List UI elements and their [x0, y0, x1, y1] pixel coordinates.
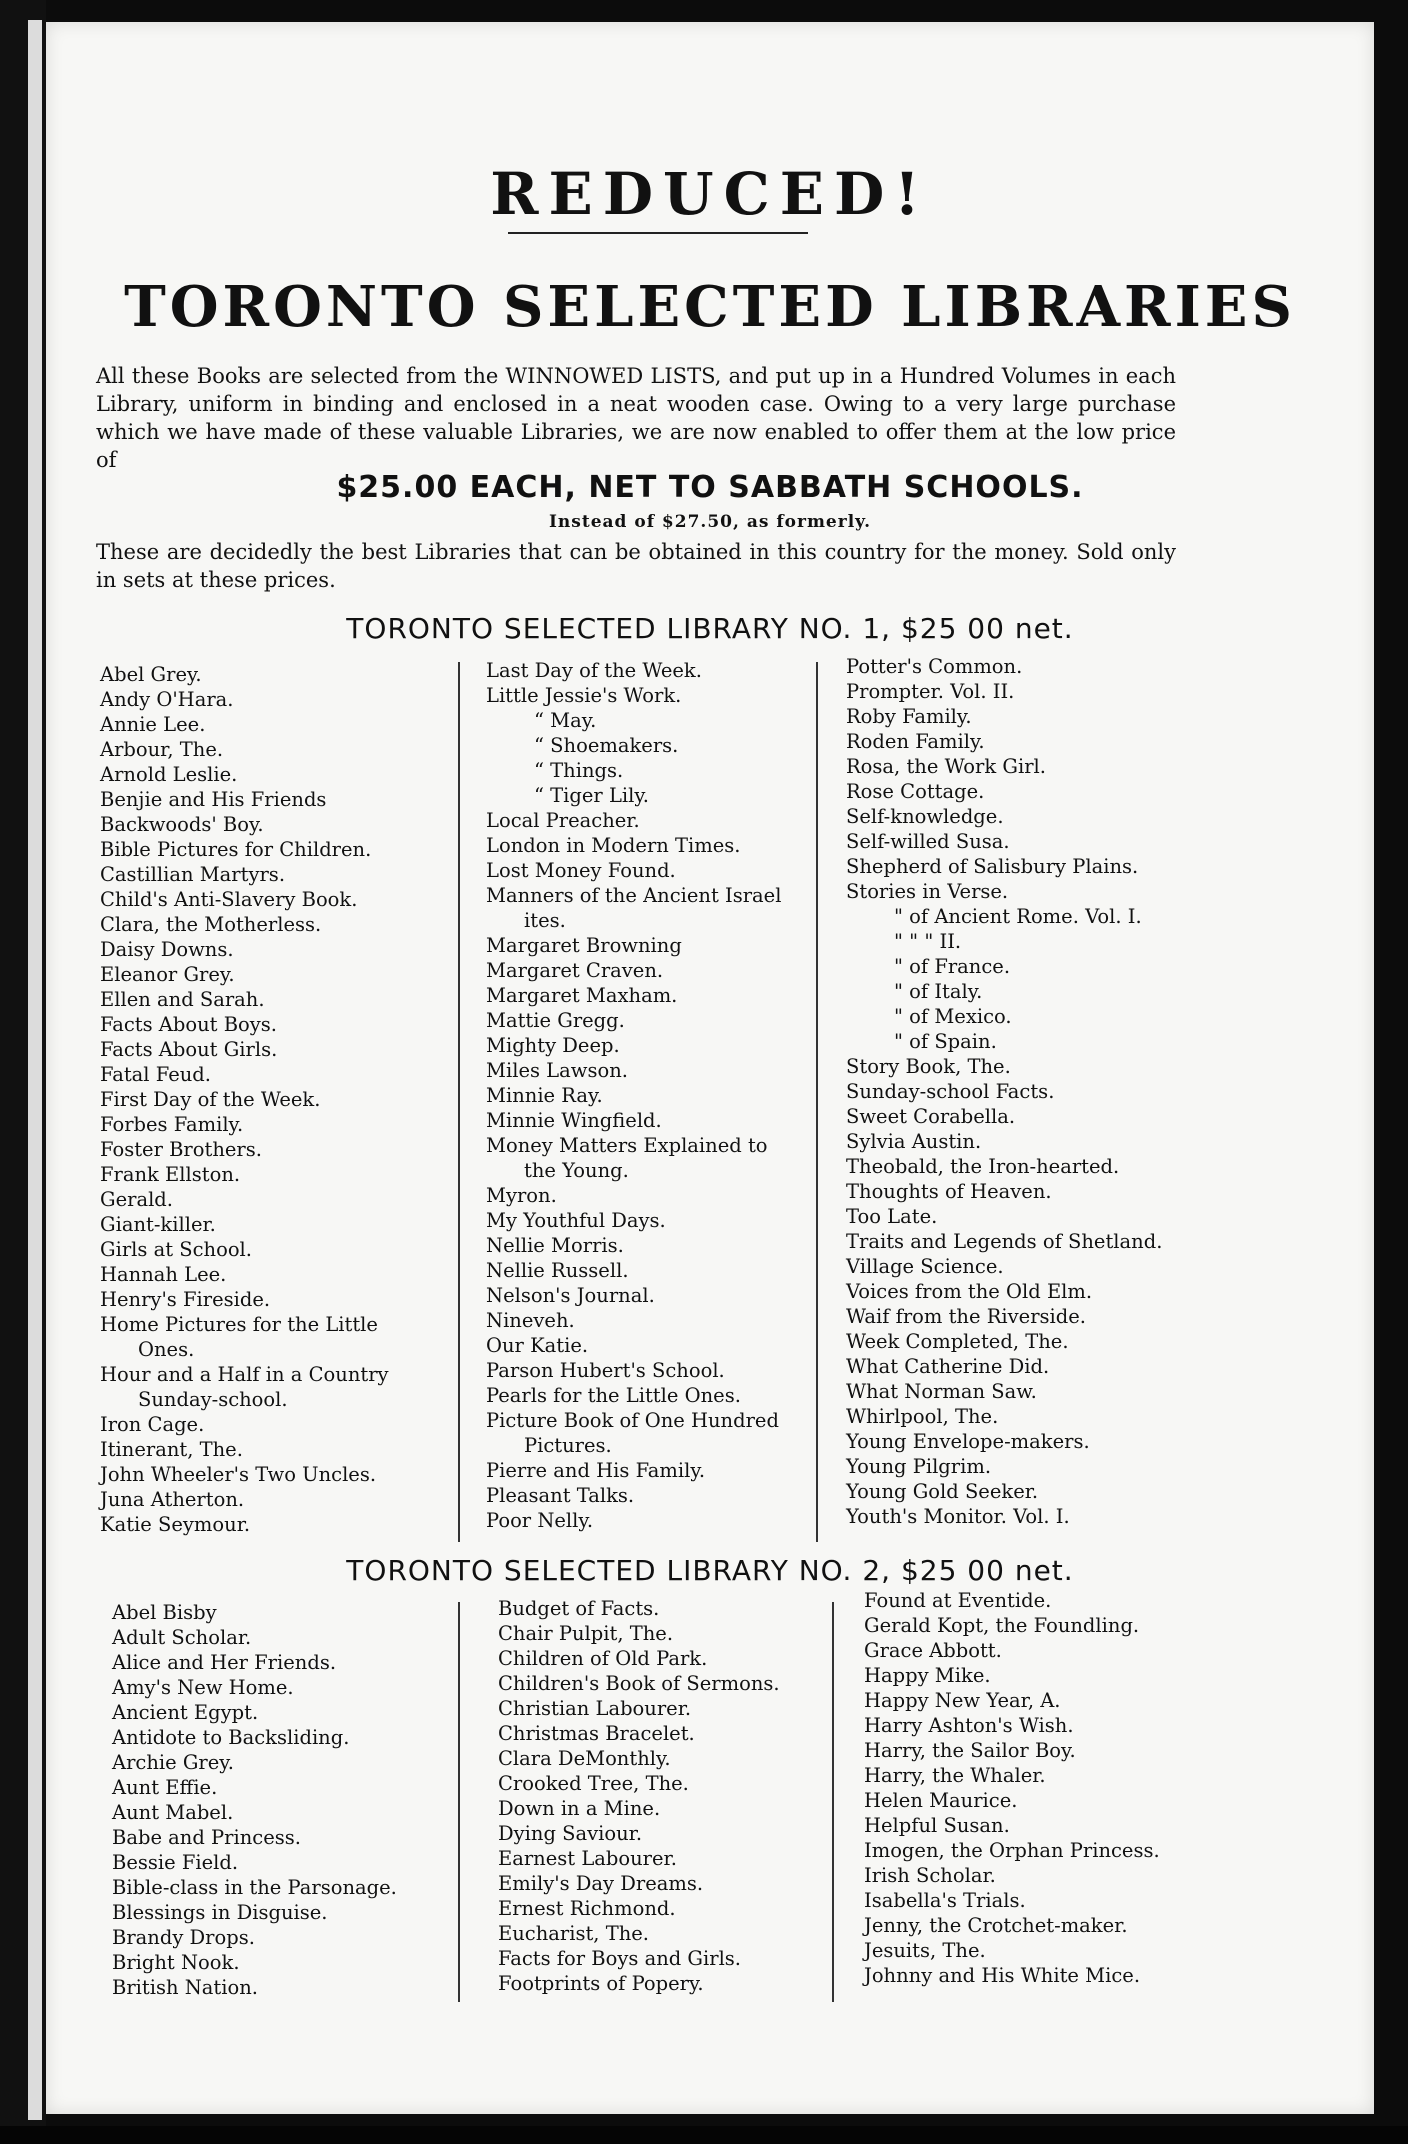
book-title: Backwoods' Boy. — [100, 813, 264, 836]
book-title: Village Science. — [846, 1255, 1004, 1278]
book-title: Chair Pulpit, The. — [498, 1622, 674, 1645]
book-title: Johnny and His White Mice. — [864, 1964, 1141, 1987]
book-title: Antidote to Backsliding. — [112, 1726, 350, 1749]
book-title: Sweet Corabella. — [846, 1105, 1016, 1128]
book-title: Nellie Russell. — [486, 1259, 629, 1282]
book-title: Eucharist, The. — [498, 1922, 650, 1945]
book-title: Eleanor Grey. — [100, 963, 235, 986]
book-title: Too Late. — [846, 1205, 938, 1228]
column-divider — [458, 662, 460, 1542]
book-title: Waif from the Riverside. — [846, 1305, 1086, 1328]
book-title: " of France. — [894, 955, 1011, 978]
book-title: Young Gold Seeker. — [846, 1480, 1039, 1503]
column-divider — [832, 1602, 834, 2002]
book-title: Forbes Family. — [100, 1113, 244, 1136]
book-title: Miles Lawson. — [486, 1059, 628, 1082]
book-title: Traits and Legends of Shetland. — [846, 1230, 1163, 1253]
book-title: Children of Old Park. — [498, 1647, 708, 1670]
book-title: Child's Anti-Slavery Book. — [100, 888, 358, 911]
book-title: " of Italy. — [894, 980, 983, 1003]
book-title: Manners of the Ancient Israel — [486, 884, 782, 907]
book-title: Andy O'Hara. — [100, 688, 234, 711]
book-title: Amy's New Home. — [112, 1676, 294, 1699]
library-1-column-3 — [846, 654, 1162, 1529]
book-title: Foster Brothers. — [100, 1138, 262, 1161]
title-rule — [508, 232, 808, 234]
book-title: Youth's Monitor. Vol. I. — [846, 1505, 1070, 1528]
book-title: Found at Eventide. — [864, 1589, 1052, 1612]
book-title: Sylvia Austin. — [846, 1130, 982, 1153]
book-title: Arnold Leslie. — [100, 763, 238, 786]
book-title: Bible-class in the Parsonage. — [112, 1876, 397, 1899]
price-line: $25.00 EACH, NET TO SABBATH SCHOOLS. — [336, 470, 1084, 505]
book-title: Prompter. Vol. II. — [846, 680, 1015, 703]
book-title: " of Mexico. — [894, 1005, 1012, 1028]
book-title: Ones. — [138, 1338, 195, 1361]
page-title: REDUCED! — [490, 160, 930, 228]
book-title: “ Things. — [534, 759, 624, 782]
book-title: Castillian Martyrs. — [100, 863, 286, 886]
library-2-heading: TORONTO SELECTED LIBRARY NO. 2, $25 00 net. — [346, 1554, 1074, 1587]
book-title: Ancient Egypt. — [112, 1701, 259, 1724]
book-title: Hour and a Half in a Country — [100, 1363, 389, 1386]
book-title: Home Pictures for the Little — [100, 1313, 378, 1336]
book-title: Helen Maurice. — [864, 1789, 1018, 1812]
book-title: Babe and Princess. — [112, 1826, 301, 1849]
book-title: Nineveh. — [486, 1309, 575, 1332]
book-title: ites. — [524, 909, 566, 932]
book-title: Adult Scholar. — [112, 1626, 252, 1649]
book-title: Christmas Bracelet. — [498, 1722, 695, 1745]
book-title: Aunt Mabel. — [112, 1801, 234, 1824]
book-title: Earnest Labourer. — [498, 1847, 677, 1870]
library-2-column-2 — [498, 1596, 780, 1996]
book-title: Myron. — [486, 1184, 557, 1207]
library-2-column-3 — [864, 1588, 1160, 1988]
book-title: Pearls for the Little Ones. — [486, 1384, 741, 1407]
book-title: Giant-killer. — [100, 1213, 216, 1236]
book-title: Clara DeMonthly. — [498, 1747, 671, 1770]
book-title: Voices from the Old Elm. — [846, 1280, 1093, 1303]
book-title: Blessings in Disguise. — [112, 1901, 328, 1924]
book-title: Hannah Lee. — [100, 1263, 227, 1286]
book-title: Brandy Drops. — [112, 1926, 255, 1949]
book-title: Juna Atherton. — [100, 1488, 245, 1511]
book-title: “ May. — [534, 709, 597, 732]
book-title: Story Book, The. — [846, 1055, 1011, 1078]
book-title: Gerald Kopt, the Foundling. — [864, 1614, 1140, 1637]
book-title: First Day of the Week. — [100, 1088, 321, 1111]
book-title: Rose Cottage. — [846, 780, 985, 803]
book-title: Margaret Maxham. — [486, 984, 678, 1007]
book-title: Nelson's Journal. — [486, 1284, 655, 1307]
book-title: Helpful Susan. — [864, 1814, 1010, 1837]
document-page — [46, 22, 1374, 2114]
book-title: Mattie Gregg. — [486, 1009, 625, 1032]
book-title: Ernest Richmond. — [498, 1897, 676, 1920]
book-title: Crooked Tree, The. — [498, 1772, 689, 1795]
book-title: Whirlpool, The. — [846, 1405, 999, 1428]
book-title: Thoughts of Heaven. — [846, 1180, 1052, 1203]
book-title: Lost Money Found. — [486, 859, 676, 882]
book-title: Harry, the Whaler. — [864, 1764, 1046, 1787]
book-title: Minnie Wingfield. — [486, 1109, 662, 1132]
book-title: Our Katie. — [486, 1334, 589, 1357]
column-divider — [816, 662, 818, 1542]
book-title: Young Pilgrim. — [846, 1455, 992, 1478]
book-title: Potter's Common. — [846, 655, 1023, 678]
book-title: Aunt Effie. — [112, 1776, 218, 1799]
book-title: What Norman Saw. — [846, 1380, 1037, 1403]
book-title: Henry's Fireside. — [100, 1288, 271, 1311]
library-1-heading: TORONTO SELECTED LIBRARY NO. 1, $25 00 net. — [346, 612, 1074, 645]
book-title: Last Day of the Week. — [486, 659, 702, 682]
book-title: John Wheeler's Two Uncles. — [100, 1463, 377, 1486]
book-title: Little Jessie's Work. — [486, 684, 682, 707]
page-subtitle: TORONTO SELECTED LIBRARIES — [124, 274, 1296, 340]
book-title: Pleasant Talks. — [486, 1484, 635, 1507]
book-title: Down in a Mine. — [498, 1797, 661, 1820]
book-title: Emily's Day Dreams. — [498, 1872, 704, 1895]
book-title: Margaret Browning — [486, 934, 682, 957]
book-title: Christian Labourer. — [498, 1697, 692, 1720]
book-title: “ Tiger Lily. — [534, 784, 650, 807]
book-title: Picture Book of One Hundred — [486, 1409, 779, 1432]
instead-note: Instead of $27.50, as formerly. — [548, 512, 872, 532]
book-title: My Youthful Days. — [486, 1209, 666, 1232]
column-divider — [458, 1602, 460, 2002]
book-title: Nellie Morris. — [486, 1234, 624, 1257]
book-title: “ Shoemakers. — [534, 734, 679, 757]
book-title: Facts for Boys and Girls. — [498, 1947, 742, 1970]
book-title: Abel Bisby — [112, 1601, 217, 1624]
book-title: Theobald, the Iron-hearted. — [846, 1155, 1120, 1178]
book-title: Abel Grey. — [100, 663, 202, 686]
book-title: Fatal Feud. — [100, 1063, 211, 1086]
book-title: Footprints of Popery. — [498, 1972, 704, 1995]
book-title: Parson Hubert's School. — [486, 1359, 725, 1382]
book-title: Girls at School. — [100, 1238, 252, 1261]
book-title: Frank Ellston. — [100, 1163, 241, 1186]
book-title: Harry, the Sailor Boy. — [864, 1739, 1076, 1762]
scan-left-edge — [0, 0, 46, 2144]
book-title: Clara, the Motherless. — [100, 913, 322, 936]
book-title: Stories in Verse. — [846, 880, 1009, 903]
book-title: " of Spain. — [894, 1030, 997, 1053]
book-title: Sunday-school. — [138, 1388, 288, 1411]
library-1-column-1 — [100, 662, 389, 1537]
book-title: Money Matters Explained to — [486, 1134, 768, 1157]
scan-bottom-edge — [0, 2126, 1408, 2144]
book-title: Happy New Year, A. — [864, 1689, 1061, 1712]
book-title: Budget of Facts. — [498, 1597, 660, 1620]
book-title: Grace Abbott. — [864, 1639, 1002, 1662]
book-title: Alice and Her Friends. — [112, 1651, 337, 1674]
book-title: Arbour, The. — [100, 738, 224, 761]
book-title: Katie Seymour. — [100, 1513, 251, 1536]
book-title: Jenny, the Crotchet-maker. — [864, 1914, 1128, 1937]
book-title: Poor Nelly. — [486, 1509, 594, 1532]
book-title: Harry Ashton's Wish. — [864, 1714, 1074, 1737]
book-title: Isabella's Trials. — [864, 1889, 1026, 1912]
book-title: Facts About Boys. — [100, 1013, 277, 1036]
book-title: Roden Family. — [846, 730, 985, 753]
book-title: Bright Nook. — [112, 1951, 240, 1974]
book-title: Roby Family. — [846, 705, 972, 728]
scan-edge-strip — [28, 20, 42, 2120]
decided-paragraph: These are decidedly the best Libraries that can be obtained in this country for the money. Sold only in sets at these prices. — [96, 540, 1176, 592]
book-title: " " " II. — [894, 930, 962, 953]
book-title: Self-willed Susa. — [846, 830, 1010, 853]
book-title: Sunday-school Facts. — [846, 1080, 1055, 1103]
book-title: Dying Saviour. — [498, 1822, 643, 1845]
book-title: Self-knowledge. — [846, 805, 1004, 828]
book-title: " of Ancient Rome. Vol. I. — [894, 905, 1142, 928]
book-title: Rosa, the Work Girl. — [846, 755, 1046, 778]
book-title: Archie Grey. — [112, 1751, 234, 1774]
book-title: Week Completed, The. — [846, 1330, 1069, 1353]
book-title: Margaret Craven. — [486, 959, 664, 982]
book-title: Itinerant, The. — [100, 1438, 243, 1461]
book-title: What Catherine Did. — [846, 1355, 1050, 1378]
book-title: Iron Cage. — [100, 1413, 205, 1436]
book-title: Young Envelope-makers. — [846, 1430, 1090, 1453]
book-title: the Young. — [524, 1159, 629, 1182]
book-title: Minnie Ray. — [486, 1084, 603, 1107]
book-title: Pierre and His Family. — [486, 1459, 706, 1482]
book-title: London in Modern Times. — [486, 834, 741, 857]
book-title: Ellen and Sarah. — [100, 988, 265, 1011]
library-1-column-2 — [486, 658, 781, 1533]
book-title: Irish Scholar. — [864, 1864, 996, 1887]
book-title: Bible Pictures for Children. — [100, 838, 372, 861]
library-2-column-1 — [112, 1600, 397, 2000]
book-title: Happy Mike. — [864, 1664, 991, 1687]
book-title: Bessie Field. — [112, 1851, 239, 1874]
book-title: Local Preacher. — [486, 809, 640, 832]
book-title: Children's Book of Sermons. — [498, 1672, 780, 1695]
book-title: British Nation. — [112, 1976, 258, 1999]
book-title: Gerald. — [100, 1188, 173, 1211]
book-title: Pictures. — [524, 1434, 612, 1457]
book-title: Daisy Downs. — [100, 938, 234, 961]
book-title: Mighty Deep. — [486, 1034, 620, 1057]
book-title: Facts About Girls. — [100, 1038, 278, 1061]
book-title: Imogen, the Orphan Princess. — [864, 1839, 1160, 1862]
book-title: Benjie and His Friends — [100, 788, 327, 811]
book-title: Annie Lee. — [100, 713, 206, 736]
book-title: Shepherd of Salisbury Plains. — [846, 855, 1139, 878]
book-title: Jesuits, The. — [864, 1939, 986, 1962]
intro-paragraph: All these Books are selected from the WINNOWED LISTS, and put up in a Hundred Volumes in each Library, uniform in binding and enclosed in a neat wooden case. Owing to a very large purchase which we have made of these valuable Libraries, we are now enabled to offer them at the low price of — [96, 364, 1176, 472]
